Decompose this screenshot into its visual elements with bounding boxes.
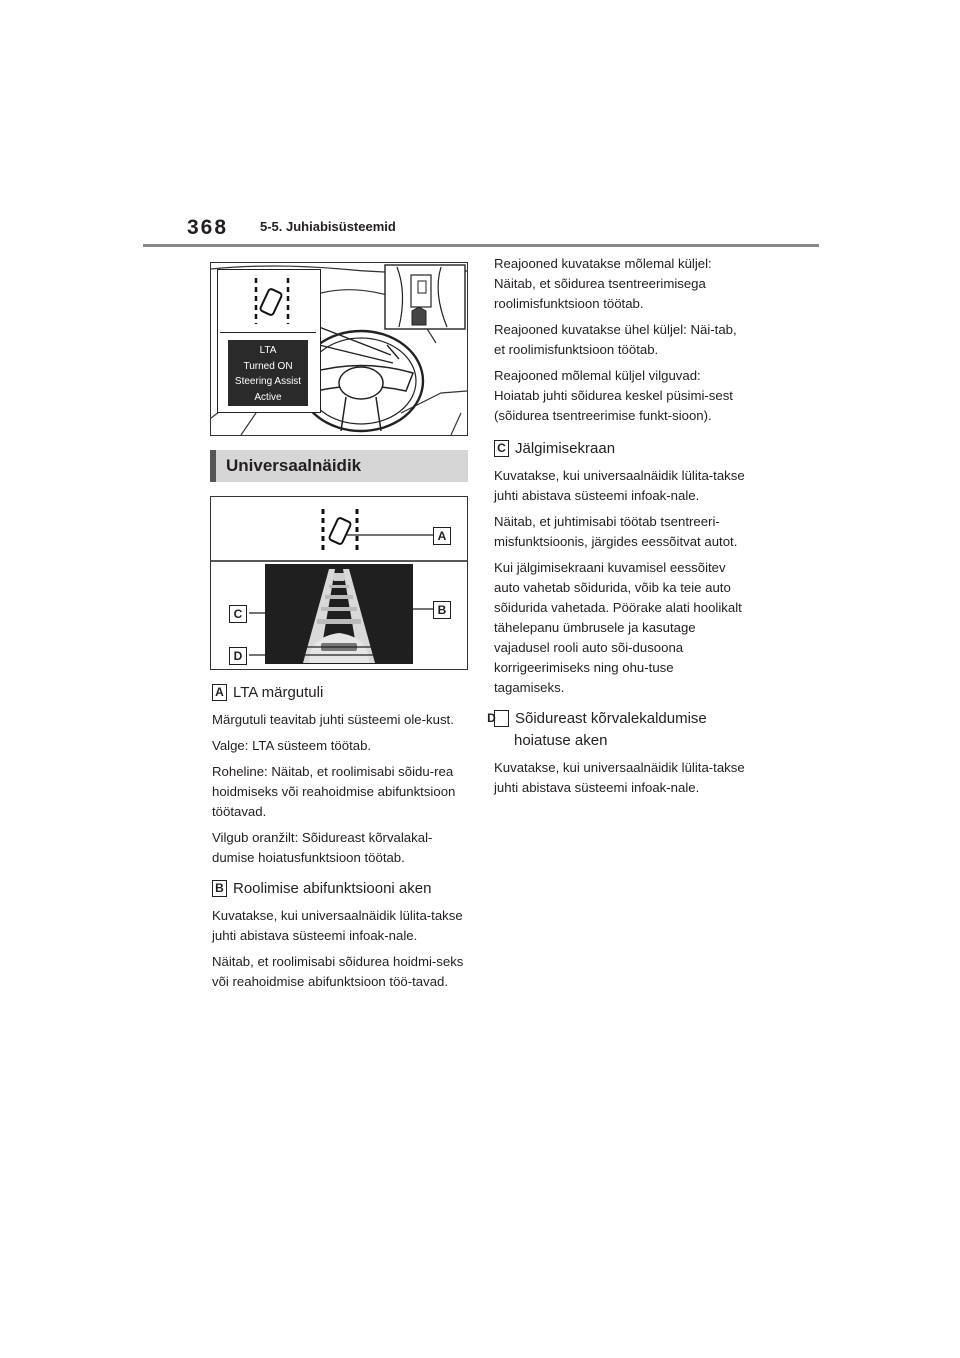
label-c: C: [494, 440, 509, 457]
label-b: B: [212, 880, 227, 897]
paragraph: Kuvatakse, kui universaalnäidik lülita-takse juhti abistava süsteemi infoak-nale.: [494, 468, 745, 503]
paragraph: Näitab, et roolimisabi sõidurea hoidmi-seks või reahoidmise abifunktsioon töö-tavad.: [212, 954, 464, 989]
item-c-title: Jälgimisekraan: [515, 440, 616, 457]
lta-message-line: Turned ON: [243, 360, 293, 372]
lta-message-box: [228, 340, 308, 406]
callout-d: D: [229, 647, 247, 665]
lta-message-line: Active: [254, 391, 282, 403]
section-heading: Universaalnäidik: [226, 456, 362, 475]
lta-message-line: LTA: [259, 345, 277, 356]
header-rule: [143, 244, 819, 247]
lta-inset: [217, 269, 321, 413]
item-d-title: Sõidureast kõrvalekaldumise hoiatuse aken: [514, 710, 707, 749]
paragraph: Valge: LTA süsteem töötab.: [212, 738, 372, 753]
page-number: 368: [187, 216, 229, 239]
paragraph: Roheline: Näitab, et roolimisabi sõidu-rea hoidmiseks või reahoidmise abifunktsioon töötavad.: [212, 764, 456, 819]
item-a-title: LTA märgutuli: [233, 684, 324, 701]
callout-b: B: [433, 601, 451, 619]
lta-indicator-icon: [218, 270, 320, 332]
paragraph: Reajooned kuvatakse ühel küljel: Näi-tab, et roolimisfunktsioon töötab.: [494, 322, 737, 357]
paragraph: Kuvatakse, kui universaalnäidik lülita-takse juhti abistava süsteemi infoak-nale.: [212, 908, 463, 943]
right-column: [487, 254, 746, 804]
item-b-title: Roolimise abifunktsiooni aken: [233, 880, 432, 897]
dashboard-illustration: [210, 262, 468, 436]
callout-a: A: [433, 527, 451, 545]
callout-c: C: [229, 605, 247, 623]
paragraph: Märgutuli teavitab juhti süsteemi ole-kust.: [212, 712, 454, 727]
item-a-heading: [212, 682, 468, 704]
label-a: A: [212, 684, 227, 701]
paragraph: Näitab, et juhtimisabi töötab tsentreeri-misfunktsioonis, järgides eessõitvat autot.: [494, 514, 738, 549]
item-b-heading: [212, 878, 468, 900]
section-title: 5-5. Juhiabisüsteemid: [260, 219, 396, 234]
lta-message-line: Steering Assist: [234, 376, 302, 387]
item-d-heading: [487, 708, 746, 752]
display-drawing: [211, 497, 467, 669]
section-heading-bar: [210, 450, 468, 482]
paragraph: Vilgub oranžilt: Sõidureast kõrvalakal-dumise hoiatusfunktsioon töötab.: [212, 830, 433, 865]
multi-information-display-illustration: [210, 496, 468, 670]
paragraph: Kui jälgimisekraani kuvamisel eessõitev auto vahetab sõidurida, võib ka teie auto sõidurida vahetada. Pöörake alati hoolikalt tähelepanu ümbrusele ja kasutage vajadusel rooli auto sõi-dusoona korrigeerimiseks ning ohu-tuse tagamiseks.: [494, 560, 742, 695]
paragraph: Kuvatakse, kui universaalnäidik lülita-takse juhti abistava süsteemi infoak-nale.: [494, 760, 745, 795]
label-d: D: [494, 710, 509, 727]
item-c-heading: [494, 438, 746, 460]
paragraph: Reajooned kuvatakse mõlemal küljel: Näitab, et sõidurea tsentreerimisega roolimisfunktsioon töötab.: [494, 256, 712, 311]
paragraph: Reajooned mõlemal küljel vilguvad: Hoiatab juhti sõidurea keskel püsimi-sest (sõidurea tsentreerimise funkt-sioon).: [494, 368, 733, 423]
left-column: [212, 680, 468, 998]
